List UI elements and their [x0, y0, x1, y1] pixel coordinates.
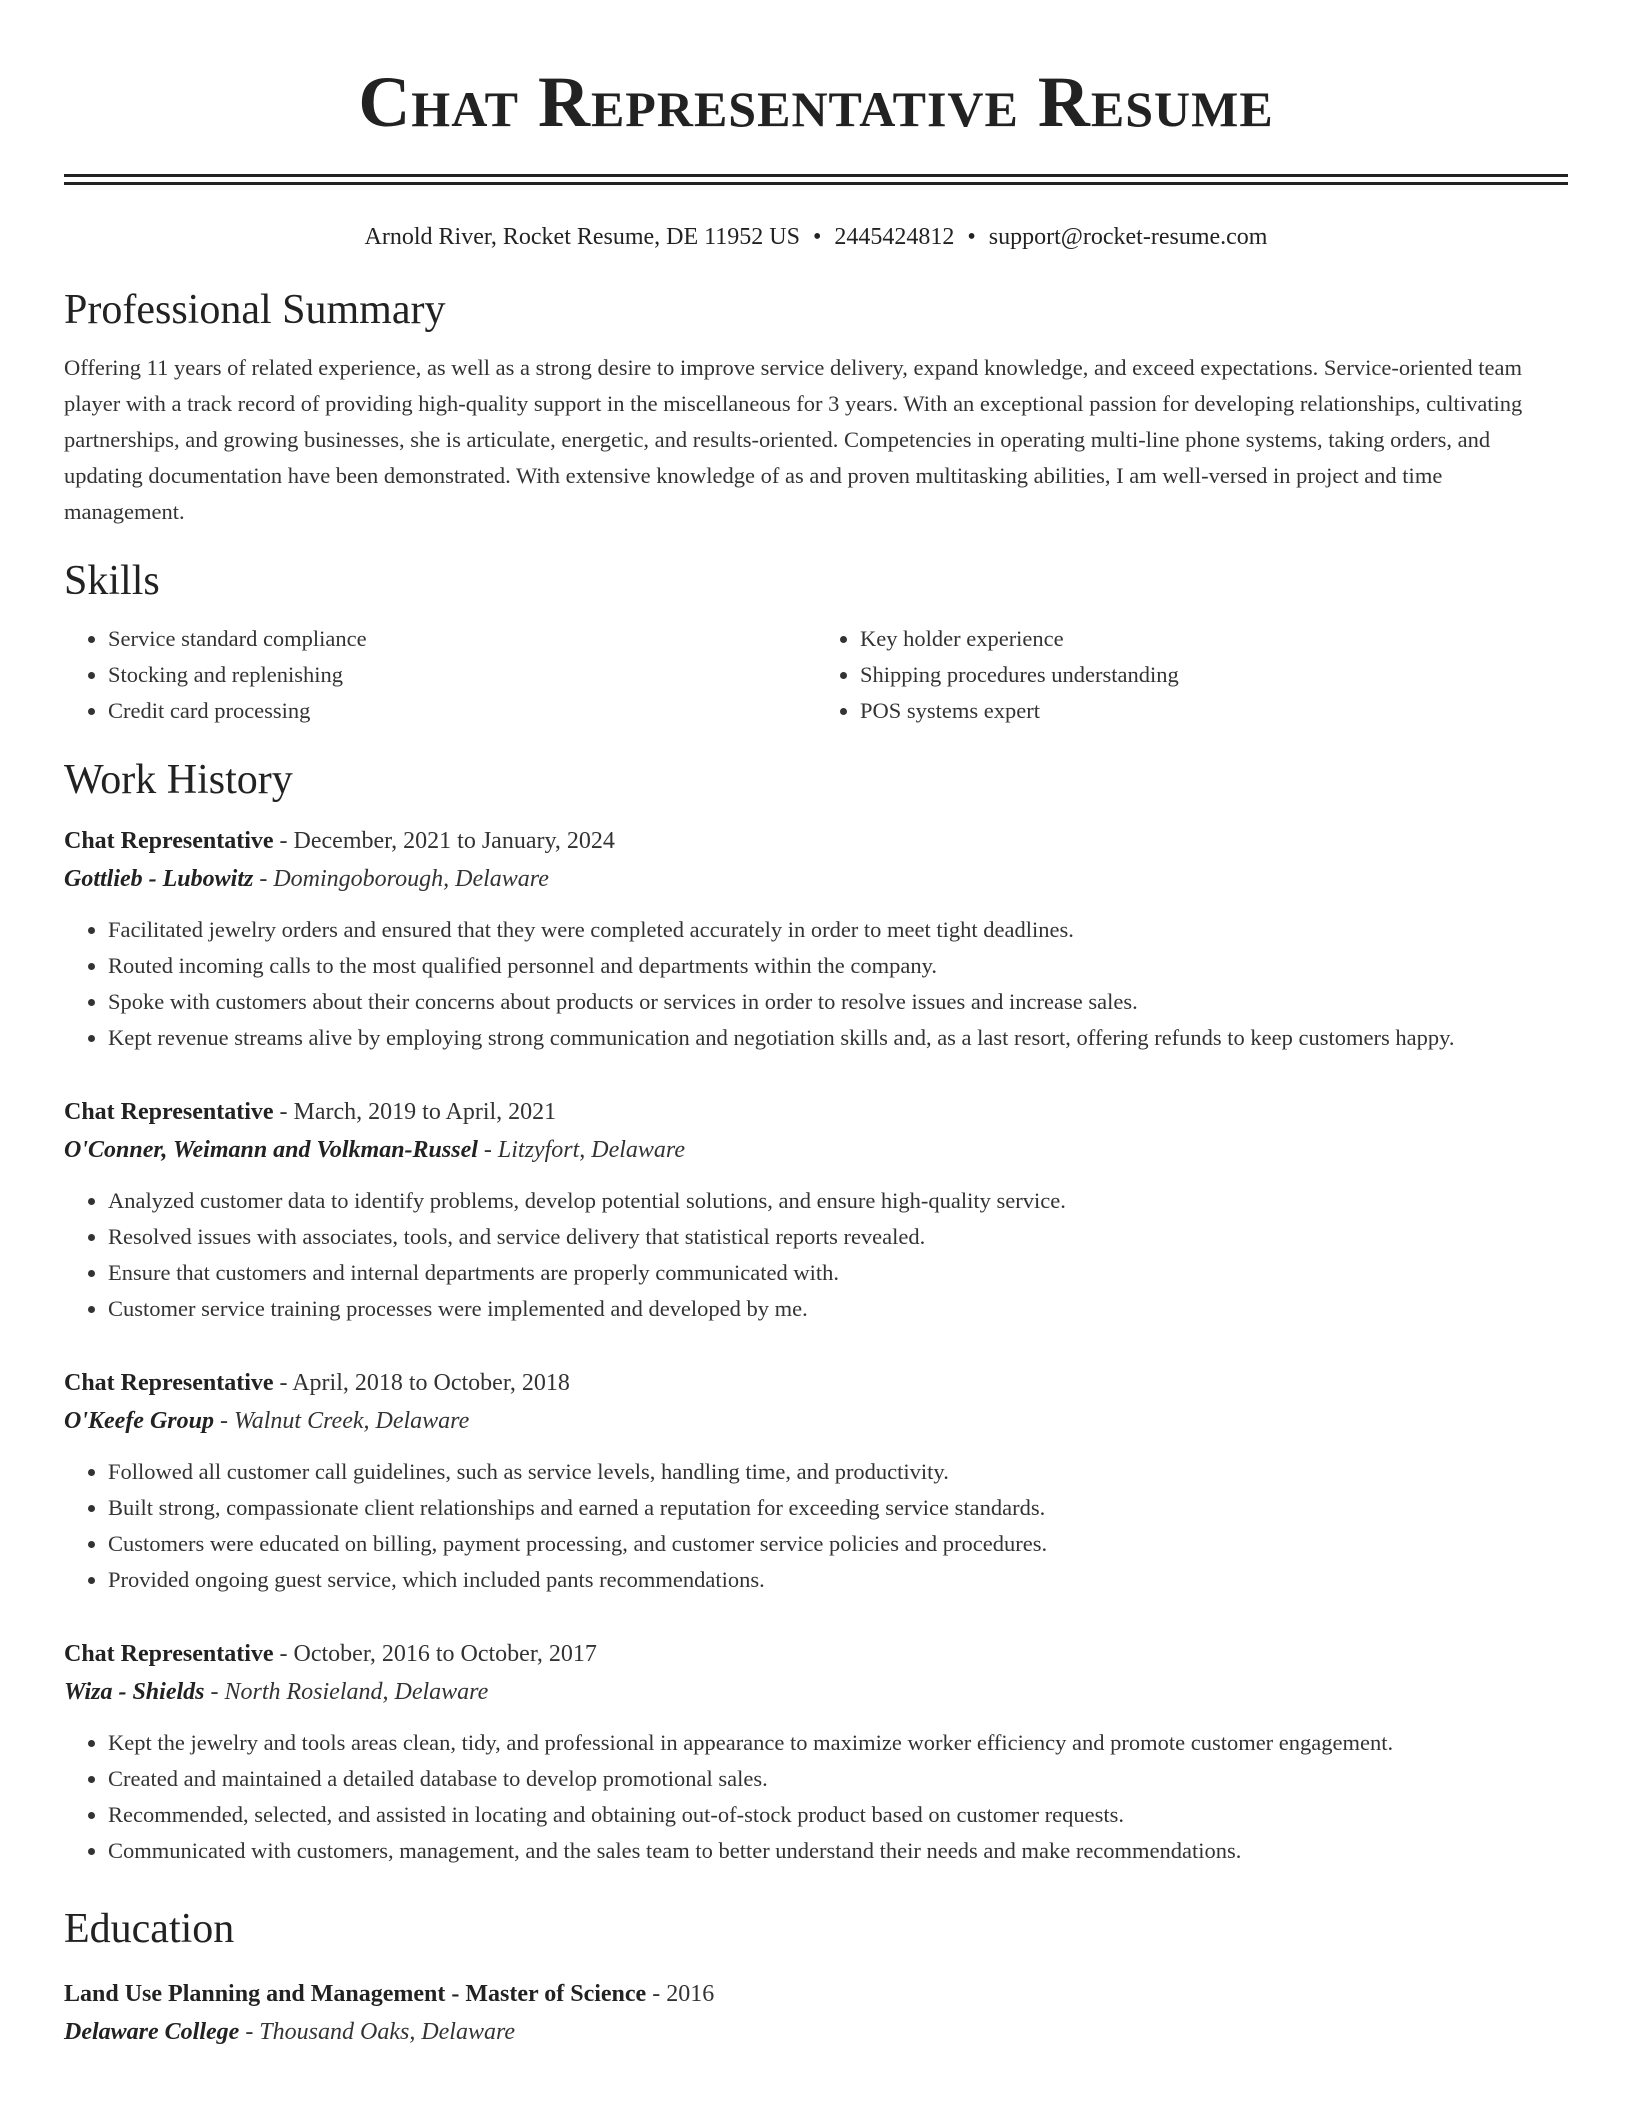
summary-heading: Professional Summary — [64, 287, 446, 333]
degree-year: - 2016 — [646, 1981, 715, 2007]
job-bullets — [64, 1454, 1568, 1598]
job-bullet: • Customers were educated on billing, payment processing, and customer service policies and procedures. — [108, 1526, 1568, 1562]
company-location: - Litzyfort, Delaware — [477, 1137, 686, 1163]
job-bullet: • Kept revenue streams alive by employing strong communication and negotiation skills and, as a last resort, offering refunds to keep customers happy. — [108, 1020, 1568, 1056]
skill-item: • Service standard compliance — [108, 621, 816, 657]
company-line — [64, 860, 1568, 898]
job-dates: - December, 2021 to January, 2024 — [273, 828, 615, 854]
company-location: - North Rosieland, Delaware — [204, 1679, 489, 1705]
job-bullet: • Kept the jewelry and tools areas clean, tidy, and professional in appearance to maximize worker efficiency and promote customer engagement. — [108, 1725, 1568, 1761]
contact-phone: 2445424812 — [834, 224, 955, 250]
work-history-heading: Work History — [64, 757, 293, 803]
company-line — [64, 1673, 1568, 1711]
job-title: Chat Representative — [64, 1641, 274, 1667]
company-location: - Walnut Creek, Delaware — [213, 1408, 470, 1434]
school-name: Delaware College — [64, 2019, 240, 2045]
education-section — [64, 1905, 1568, 2051]
job-title-line — [64, 822, 1568, 860]
education-heading: Education — [64, 1906, 235, 1952]
skill-item: • Credit card processing — [108, 693, 816, 729]
job-entry — [64, 822, 1568, 1056]
skills-list — [64, 621, 1568, 729]
company-line — [64, 1402, 1568, 1440]
job-bullet: • Built strong, compassionate client relationships and earned a reputation for exceeding service standards. — [108, 1490, 1568, 1526]
job-bullet: • Recommended, selected, and assisted in locating and obtaining out-of-stock product based on customer requests. — [108, 1797, 1568, 1833]
job-bullet: • Customer service training processes were implemented and developed by me. — [108, 1291, 1568, 1327]
summary-text: Offering 11 years of related experience, as well as a strong desire to improve service delivery, expand knowledge, and exceed expectations. Service-oriented team player with a track record of providing high-quality support in the miscellaneous for 3 years. With an exceptional passion for developing relationships, cultivating partnerships, and growing businesses, she is articulate, energetic, and results-oriented. Competencies in operating multi-line phone systems, taking orders, and updating documentation have been demonstrated. With extensive knowledge of as and proven multitasking abilities, I am well-versed in project and time management. — [64, 355, 1523, 524]
education-entry — [64, 1975, 1568, 2051]
page-title: Chat Representative Resume — [358, 62, 1274, 142]
company-name: O'Keefe Group — [64, 1408, 214, 1434]
job-bullet: • Routed incoming calls to the most qualified personnel and departments within the company. — [108, 948, 1568, 984]
contact-separator: • — [812, 224, 822, 250]
job-entry — [64, 1364, 1568, 1598]
company-name: Gottlieb - Lubowitz — [64, 866, 254, 892]
job-entry — [64, 1635, 1568, 1869]
contact-line — [64, 222, 1568, 252]
summary-section — [64, 286, 1568, 530]
title-divider — [64, 174, 1568, 185]
job-bullets — [64, 912, 1568, 1056]
job-bullet: • Communicated with customers, management, and the sales team to better understand their needs and make recommendations. — [108, 1833, 1568, 1869]
job-entry — [64, 1093, 1568, 1327]
job-title: Chat Representative — [64, 828, 274, 854]
job-dates: - March, 2019 to April, 2021 — [273, 1099, 557, 1125]
job-title-line — [64, 1364, 1568, 1402]
contact-separator: • — [967, 224, 976, 250]
job-dates: - April, 2018 to October, 2018 — [273, 1370, 570, 1396]
contact-email: support@rocket-resume.com — [988, 224, 1268, 250]
school-line — [64, 2013, 1568, 2051]
job-bullet: • Spoke with customers about their concerns about products or services in order to resolve issues and increase sales. — [108, 984, 1568, 1020]
job-dates: - October, 2016 to October, 2017 — [273, 1641, 597, 1667]
degree-name: Land Use Planning and Management - Master of Science — [64, 1981, 647, 2007]
job-bullet: • Resolved issues with associates, tools, and service delivery that statistical reports revealed. — [108, 1219, 1568, 1255]
job-bullet: • Followed all customer call guidelines, such as service levels, handling time, and productivity. — [108, 1454, 1568, 1490]
degree-line — [64, 1975, 1568, 2013]
school-location: - Thousand Oaks, Delaware — [239, 2019, 516, 2045]
resume-header — [0, 0, 1632, 252]
skill-item: • POS systems expert — [860, 693, 1568, 729]
job-bullet: • Provided ongoing guest service, which included pants recommendations. — [108, 1562, 1568, 1598]
skill-item: • Key holder experience — [860, 621, 1568, 657]
job-title: Chat Representative — [64, 1099, 274, 1125]
job-bullets — [64, 1183, 1568, 1327]
skills-heading: Skills — [64, 558, 160, 604]
company-line — [64, 1131, 1568, 1169]
company-name: O'Conner, Weimann and Volkman-Russel — [64, 1137, 478, 1163]
skills-column-right — [816, 621, 1568, 729]
resume-content — [0, 286, 1632, 2051]
company-name: Wiza - Shields — [64, 1679, 205, 1705]
job-title-line — [64, 1635, 1568, 1673]
job-bullet: • Analyzed customer data to identify problems, develop potential solutions, and ensure high-quality service. — [108, 1183, 1568, 1219]
skill-item: • Stocking and replenishing — [108, 657, 816, 693]
work-history-section — [64, 756, 1568, 1869]
job-title: Chat Representative — [64, 1370, 274, 1396]
contact-address: Arnold River, Rocket Resume, DE 11952 US — [364, 224, 800, 250]
skill-item: • Shipping procedures understanding — [860, 657, 1568, 693]
job-bullets — [64, 1725, 1568, 1869]
skills-column-left — [64, 621, 816, 729]
job-bullet: • Facilitated jewelry orders and ensured that they were completed accurately in order to meet tight deadlines. — [108, 912, 1568, 948]
job-bullet: • Ensure that customers and internal departments are properly communicated with. — [108, 1255, 1568, 1291]
skills-section — [64, 557, 1568, 729]
company-location: - Domingoborough, Delaware — [253, 866, 549, 892]
job-bullet: • Created and maintained a detailed database to develop promotional sales. — [108, 1761, 1568, 1797]
job-title-line — [64, 1093, 1568, 1131]
